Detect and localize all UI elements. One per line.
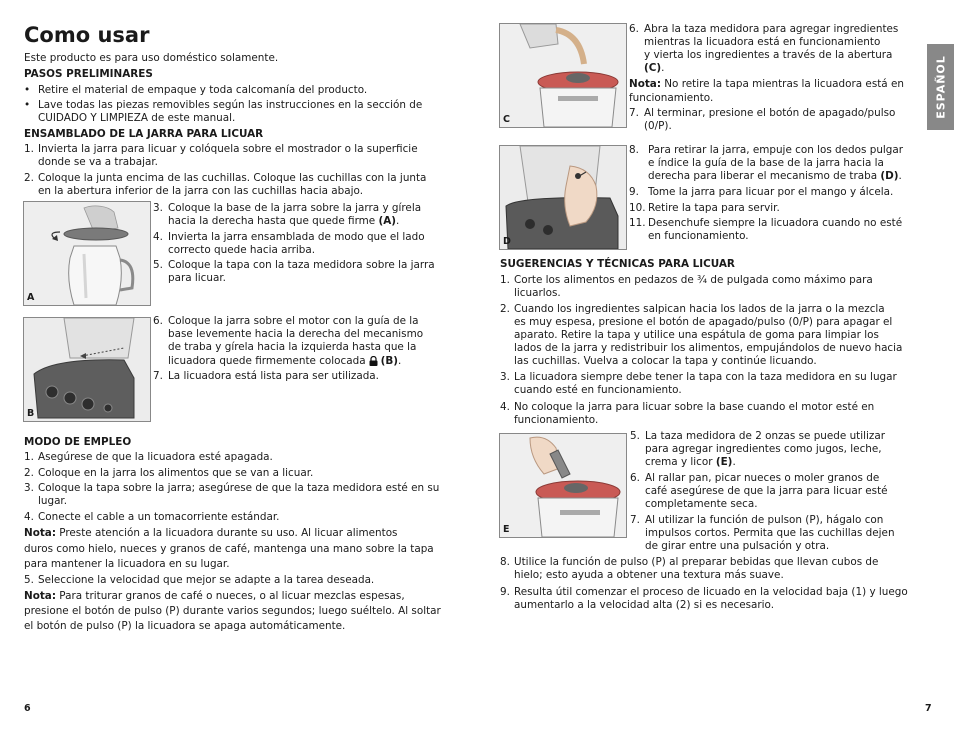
figure-e-measuring-cup (499, 433, 627, 538)
operation-heading: MODO DE EMPLEO (24, 436, 132, 448)
page-number-right: 7 (925, 703, 932, 714)
figure-c-adding-ingredients (499, 23, 627, 128)
assembly-heading: ENSAMBLADO DE LA JARRA PARA LICUAR (24, 128, 264, 140)
prelim-heading: PASOS PRELIMINARES (24, 68, 153, 80)
operation-note-2-line3: el botón de pulso (P) la licuadora se apaga automáticamente. (24, 620, 346, 632)
figure-d-remove-jar (499, 145, 627, 250)
operation-note-1-line3: para mantener la licuadora en su lugar. (24, 558, 230, 570)
figure-b-motor-base (23, 317, 151, 422)
usage-note: Nota: No retire la tapa mientras la licuadora está en (629, 78, 904, 90)
intro-text: Este producto es para uso doméstico solamente. (24, 52, 279, 64)
operation-note-1-line2: duros como hielo, nueces y granos de café, mantenga una mano sobre la tapa (24, 543, 434, 555)
operation-note-1: Nota: Preste atención a la licuadora durante su uso. Al licuar alimentos (24, 527, 398, 539)
figure-d-label: D (503, 236, 511, 247)
figure-c-label: C (503, 114, 510, 125)
jar-base-illustration (24, 202, 150, 305)
usage-note-line2: funcionamiento. (629, 92, 714, 104)
remove-jar-illustration (500, 146, 626, 249)
page-title: Como usar (24, 23, 150, 47)
motor-base-illustration (24, 318, 150, 421)
measuring-cup-illustration (500, 24, 626, 127)
tips-heading: SUGERENCIAS Y TÉCNICAS PARA LICUAR (500, 258, 735, 270)
language-tab (927, 44, 954, 130)
lock-icon (369, 356, 378, 366)
figure-a-label: A (27, 292, 35, 303)
page-number-left: 6 (24, 703, 31, 714)
operation-note-2: Nota: Para triturar granos de café o nueces, o al licuar mezclas espesas, (24, 590, 405, 602)
language-tab-label: ESPAÑOL (934, 55, 947, 119)
figure-e-label: E (503, 524, 510, 535)
operation-note-2-line2: presione el botón de pulso (P) durante varios segundos; luego suéltelo. Al soltar (24, 605, 441, 617)
pouring-cup-illustration (500, 434, 626, 537)
figure-a-jar-base (23, 201, 151, 306)
figure-b-label: B (27, 408, 35, 419)
